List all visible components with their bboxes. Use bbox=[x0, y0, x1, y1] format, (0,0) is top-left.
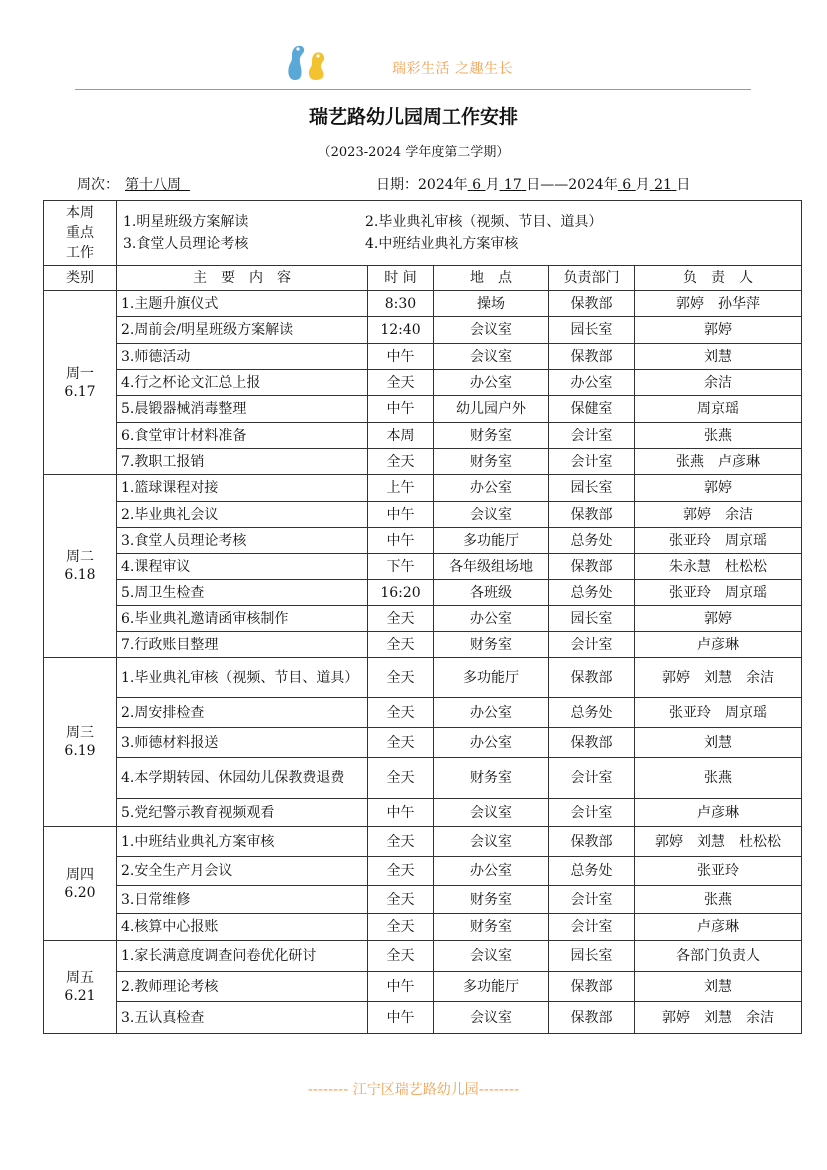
cell-content: 2.周前会/明星班级方案解读 bbox=[117, 317, 368, 344]
cell-time: 全天 bbox=[368, 827, 434, 857]
table-row bbox=[44, 344, 802, 370]
cell-person: 郭婷 bbox=[635, 606, 802, 632]
cell-place: 财务室 bbox=[434, 632, 549, 658]
day-name: 周一 bbox=[66, 365, 94, 382]
month-char: 月 bbox=[635, 177, 650, 193]
day-date: 6.18 bbox=[64, 567, 96, 583]
key-work-item: 3.食堂人员理论考核 bbox=[123, 236, 249, 252]
cell-content: 4.行之杯论文汇总上报 bbox=[117, 370, 368, 396]
cell-time: 12:40 bbox=[368, 317, 434, 344]
cell-dept: 保教部 bbox=[549, 972, 635, 1002]
cell-content: 7.行政账目整理 bbox=[117, 632, 368, 658]
cell-time: 全天 bbox=[368, 914, 434, 941]
seahorse-logo-icon bbox=[283, 40, 331, 84]
cell-time: 全天 bbox=[368, 632, 434, 658]
cell-person: 张燕 bbox=[635, 423, 802, 449]
cell-content: 3.食堂人员理论考核 bbox=[117, 528, 368, 554]
cell-dept: 会计室 bbox=[549, 886, 635, 914]
cell-content: 3.五认真检查 bbox=[117, 1002, 368, 1034]
cell-place: 办公室 bbox=[434, 728, 549, 758]
key-work-label bbox=[44, 201, 117, 266]
end-day: 21 bbox=[654, 177, 672, 193]
cell-time: 中午 bbox=[368, 799, 434, 827]
cell-place: 办公室 bbox=[434, 698, 549, 728]
cell-dept: 会计室 bbox=[549, 758, 635, 799]
cell-dept: 会计室 bbox=[549, 914, 635, 941]
cell-person: 郭婷 刘慧 杜松松 bbox=[635, 827, 802, 857]
day-cell bbox=[44, 658, 117, 827]
page-header bbox=[0, 30, 827, 90]
page-title: 瑞艺路幼儿园周工作安排 bbox=[308, 106, 518, 128]
column-header: 负责部门 bbox=[549, 266, 635, 291]
cell-person: 郭婷 bbox=[635, 317, 802, 344]
day-char: 日 bbox=[526, 177, 541, 193]
cell-content: 5.晨锻器械消毒整理 bbox=[117, 396, 368, 423]
day-date: 6.20 bbox=[64, 884, 96, 901]
cell-dept: 园长室 bbox=[549, 941, 635, 972]
cell-place: 多功能厅 bbox=[434, 972, 549, 1002]
cell-place: 会议室 bbox=[434, 799, 549, 827]
cell-person: 刘慧 bbox=[635, 972, 802, 1002]
end-year: 2024 bbox=[568, 177, 604, 193]
cell-time: 全天 bbox=[368, 857, 434, 886]
cell-content: 3.师德材料报送 bbox=[117, 728, 368, 758]
cell-place: 会议室 bbox=[434, 827, 549, 857]
cell-person: 张亚玲 bbox=[635, 857, 802, 886]
cell-content: 3.师德活动 bbox=[117, 344, 368, 370]
cell-dept: 保教部 bbox=[549, 1002, 635, 1034]
day-name: 周五 bbox=[66, 970, 94, 986]
cell-person: 周京瑶 bbox=[635, 396, 802, 423]
cell-time: 全天 bbox=[368, 698, 434, 728]
cell-time: 本周 bbox=[368, 423, 434, 449]
week-label: 周次： bbox=[77, 177, 119, 193]
table-header-row bbox=[44, 266, 802, 291]
date-range bbox=[376, 174, 690, 194]
cell-person: 朱永慧 杜松松 bbox=[635, 554, 802, 580]
cell-place: 办公室 bbox=[434, 370, 549, 396]
day-name: 周二 bbox=[66, 549, 94, 565]
key-work-items bbox=[117, 201, 802, 266]
cell-time: 中午 bbox=[368, 972, 434, 1002]
day-date: 6.21 bbox=[64, 988, 96, 1004]
cell-content: 5.周卫生检查 bbox=[117, 580, 368, 606]
cell-person: 刘慧 bbox=[635, 728, 802, 758]
table-row bbox=[44, 370, 802, 396]
cell-person: 郭婷 孙华萍 bbox=[635, 291, 802, 317]
day-date: 6.17 bbox=[64, 383, 96, 400]
cell-content: 1.篮球课程对接 bbox=[117, 475, 368, 502]
table-row bbox=[44, 580, 802, 606]
cell-time: 中午 bbox=[368, 1002, 434, 1034]
column-header: 时 间 bbox=[368, 266, 434, 291]
table-row bbox=[44, 396, 802, 423]
cell-person: 卢彦琳 bbox=[635, 632, 802, 658]
day-cell bbox=[44, 475, 117, 658]
cell-content: 3.日常维修 bbox=[117, 886, 368, 914]
cell-content: 6.毕业典礼邀请函审核制作 bbox=[117, 606, 368, 632]
table-row bbox=[44, 291, 802, 317]
cell-content: 1.主题升旗仪式 bbox=[117, 291, 368, 317]
cell-person: 张燕 卢彦琳 bbox=[635, 449, 802, 475]
table-row bbox=[44, 1002, 802, 1034]
year-char: 年 bbox=[603, 177, 618, 193]
cell-dept: 办公室 bbox=[549, 370, 635, 396]
cell-time: 上午 bbox=[368, 475, 434, 502]
start-day: 17 bbox=[503, 177, 522, 193]
cell-time: 全天 bbox=[368, 658, 434, 698]
day-name: 周三 bbox=[66, 725, 94, 741]
cell-place: 财务室 bbox=[434, 423, 549, 449]
cell-time: 全天 bbox=[368, 886, 434, 914]
start-month: 6 bbox=[472, 177, 482, 193]
day-date: 6.19 bbox=[64, 743, 96, 759]
cell-place: 会议室 bbox=[434, 1002, 549, 1034]
cell-time: 中午 bbox=[368, 344, 434, 370]
cell-time: 全天 bbox=[368, 370, 434, 396]
cell-place: 办公室 bbox=[434, 475, 549, 502]
cell-content: 2.毕业典礼会议 bbox=[117, 502, 368, 528]
cell-place: 多功能厅 bbox=[434, 528, 549, 554]
column-header: 地 点 bbox=[434, 266, 549, 291]
table-row bbox=[44, 827, 802, 857]
cell-place: 财务室 bbox=[434, 758, 549, 799]
cell-person: 郭婷 bbox=[635, 475, 802, 502]
cell-person: 卢彦琳 bbox=[635, 799, 802, 827]
cell-time: 中午 bbox=[368, 502, 434, 528]
month-char: 月 bbox=[485, 177, 500, 193]
cell-dept: 总务处 bbox=[549, 528, 635, 554]
cell-content: 1.中班结业典礼方案审核 bbox=[117, 827, 368, 857]
cell-dept: 保教部 bbox=[549, 827, 635, 857]
cell-dept: 保教部 bbox=[549, 554, 635, 580]
cell-content: 7.教职工报销 bbox=[117, 449, 368, 475]
header-slogan: 瑞彩生活 之趣生长 bbox=[392, 61, 513, 77]
cell-place: 财务室 bbox=[434, 914, 549, 941]
schedule-table bbox=[43, 200, 802, 1034]
cell-dept: 会计室 bbox=[549, 449, 635, 475]
date-separator: —— bbox=[540, 177, 569, 193]
cell-person: 郭婷 刘慧 余洁 bbox=[635, 1002, 802, 1034]
cell-time: 16:20 bbox=[368, 580, 434, 606]
table-row bbox=[44, 972, 802, 1002]
cell-dept: 会计室 bbox=[549, 799, 635, 827]
cell-dept: 总务处 bbox=[549, 857, 635, 886]
table-row bbox=[44, 658, 802, 698]
cell-dept: 会计室 bbox=[549, 423, 635, 449]
cell-person: 卢彦琳 bbox=[635, 914, 802, 941]
key-work-label-line: 本周 bbox=[66, 205, 94, 221]
cell-place: 会议室 bbox=[434, 317, 549, 344]
cell-dept: 保教部 bbox=[549, 291, 635, 317]
cell-place: 办公室 bbox=[434, 857, 549, 886]
cell-person: 张亚玲 周京瑶 bbox=[635, 528, 802, 554]
cell-dept: 会计室 bbox=[549, 632, 635, 658]
week-value: 第十八周 bbox=[125, 177, 181, 193]
table-row bbox=[44, 317, 802, 344]
end-month: 6 bbox=[622, 177, 632, 193]
cell-time: 下午 bbox=[368, 554, 434, 580]
cell-person: 各部门负责人 bbox=[635, 941, 802, 972]
cell-place: 办公室 bbox=[434, 606, 549, 632]
cell-dept: 园长室 bbox=[549, 317, 635, 344]
cell-place: 各年级组场地 bbox=[434, 554, 549, 580]
table-row bbox=[44, 528, 802, 554]
cell-time: 8:30 bbox=[368, 291, 434, 317]
cell-person: 张燕 bbox=[635, 886, 802, 914]
cell-place: 会议室 bbox=[434, 502, 549, 528]
cell-time: 全天 bbox=[368, 449, 434, 475]
cell-person: 张燕 bbox=[635, 758, 802, 799]
cell-dept: 保教部 bbox=[549, 658, 635, 698]
cell-dept: 保教部 bbox=[549, 502, 635, 528]
cell-place: 多功能厅 bbox=[434, 658, 549, 698]
table-row bbox=[44, 632, 802, 658]
cell-place: 幼儿园户外 bbox=[434, 396, 549, 423]
cell-dept: 总务处 bbox=[549, 698, 635, 728]
cell-time: 全天 bbox=[368, 758, 434, 799]
cell-content: 4.课程审议 bbox=[117, 554, 368, 580]
cell-person: 张亚玲 周京瑶 bbox=[635, 698, 802, 728]
cell-place: 操场 bbox=[434, 291, 549, 317]
table-row bbox=[44, 728, 802, 758]
column-header: 类别 bbox=[44, 266, 117, 291]
cell-person: 郭婷 余洁 bbox=[635, 502, 802, 528]
cell-content: 1.家长满意度调查问卷优化研讨 bbox=[117, 941, 368, 972]
key-work-row bbox=[44, 201, 802, 266]
table-row bbox=[44, 502, 802, 528]
cell-place: 会议室 bbox=[434, 344, 549, 370]
cell-person: 余洁 bbox=[635, 370, 802, 396]
date-label: 日期： bbox=[376, 177, 418, 193]
cell-dept: 保教部 bbox=[549, 728, 635, 758]
table-row bbox=[44, 606, 802, 632]
key-work-label-line: 重点 bbox=[66, 225, 94, 241]
cell-dept: 园长室 bbox=[549, 475, 635, 502]
key-work-item: 4.中班结业典礼方案审核 bbox=[365, 236, 519, 252]
week-number bbox=[77, 174, 190, 194]
column-header: 负 责 人 bbox=[635, 266, 802, 291]
cell-place: 各班级 bbox=[434, 580, 549, 606]
year-char: 年 bbox=[453, 177, 468, 193]
cell-dept: 园长室 bbox=[549, 606, 635, 632]
table-row bbox=[44, 886, 802, 914]
cell-content: 1.毕业典礼审核（视频、节目、道具） bbox=[117, 658, 368, 698]
cell-content: 4.核算中心报账 bbox=[117, 914, 368, 941]
day-cell bbox=[44, 827, 117, 941]
cell-content: 4.本学期转园、休园幼儿保教费退费 bbox=[117, 758, 368, 799]
table-row bbox=[44, 475, 802, 502]
key-work-label-line: 工作 bbox=[66, 245, 94, 261]
cell-person: 刘慧 bbox=[635, 344, 802, 370]
day-name: 周四 bbox=[66, 866, 94, 883]
cell-content: 2.安全生产月会议 bbox=[117, 857, 368, 886]
cell-person: 张亚玲 周京瑶 bbox=[635, 580, 802, 606]
header-divider bbox=[75, 89, 751, 90]
cell-time: 全天 bbox=[368, 728, 434, 758]
table-row bbox=[44, 799, 802, 827]
cell-time: 中午 bbox=[368, 528, 434, 554]
cell-place: 财务室 bbox=[434, 449, 549, 475]
cell-content: 2.周安排检查 bbox=[117, 698, 368, 728]
cell-place: 会议室 bbox=[434, 941, 549, 972]
day-cell bbox=[44, 941, 117, 1034]
cell-content: 2.教师理论考核 bbox=[117, 972, 368, 1002]
cell-dept: 保教部 bbox=[549, 344, 635, 370]
table-row bbox=[44, 914, 802, 941]
key-work-item: 1.明星班级方案解读 bbox=[123, 214, 249, 230]
table-row bbox=[44, 857, 802, 886]
cell-dept: 总务处 bbox=[549, 580, 635, 606]
start-year: 2024 bbox=[418, 177, 454, 193]
column-header: 主 要 内 容 bbox=[117, 266, 368, 291]
day-cell bbox=[44, 291, 117, 475]
page-footer: -------- 江宁区瑞艺路幼儿园-------- bbox=[307, 1082, 520, 1098]
cell-time: 全天 bbox=[368, 606, 434, 632]
cell-time: 全天 bbox=[368, 941, 434, 972]
table-row bbox=[44, 449, 802, 475]
day-char: 日 bbox=[676, 177, 691, 193]
key-work-item: 2.毕业典礼审核（视频、节目、道具） bbox=[365, 214, 603, 230]
table-row bbox=[44, 941, 802, 972]
cell-place: 财务室 bbox=[434, 886, 549, 914]
cell-dept: 保健室 bbox=[549, 396, 635, 423]
table-row bbox=[44, 423, 802, 449]
cell-content: 5.党纪警示教育视频观看 bbox=[117, 799, 368, 827]
cell-time: 中午 bbox=[368, 396, 434, 423]
table-row bbox=[44, 758, 802, 799]
page-subtitle: （2023-2024 学年度第二学期） bbox=[317, 145, 510, 160]
cell-content: 6.食堂审计材料准备 bbox=[117, 423, 368, 449]
cell-person: 郭婷 刘慧 余洁 bbox=[635, 658, 802, 698]
table-row bbox=[44, 698, 802, 728]
table-row bbox=[44, 554, 802, 580]
